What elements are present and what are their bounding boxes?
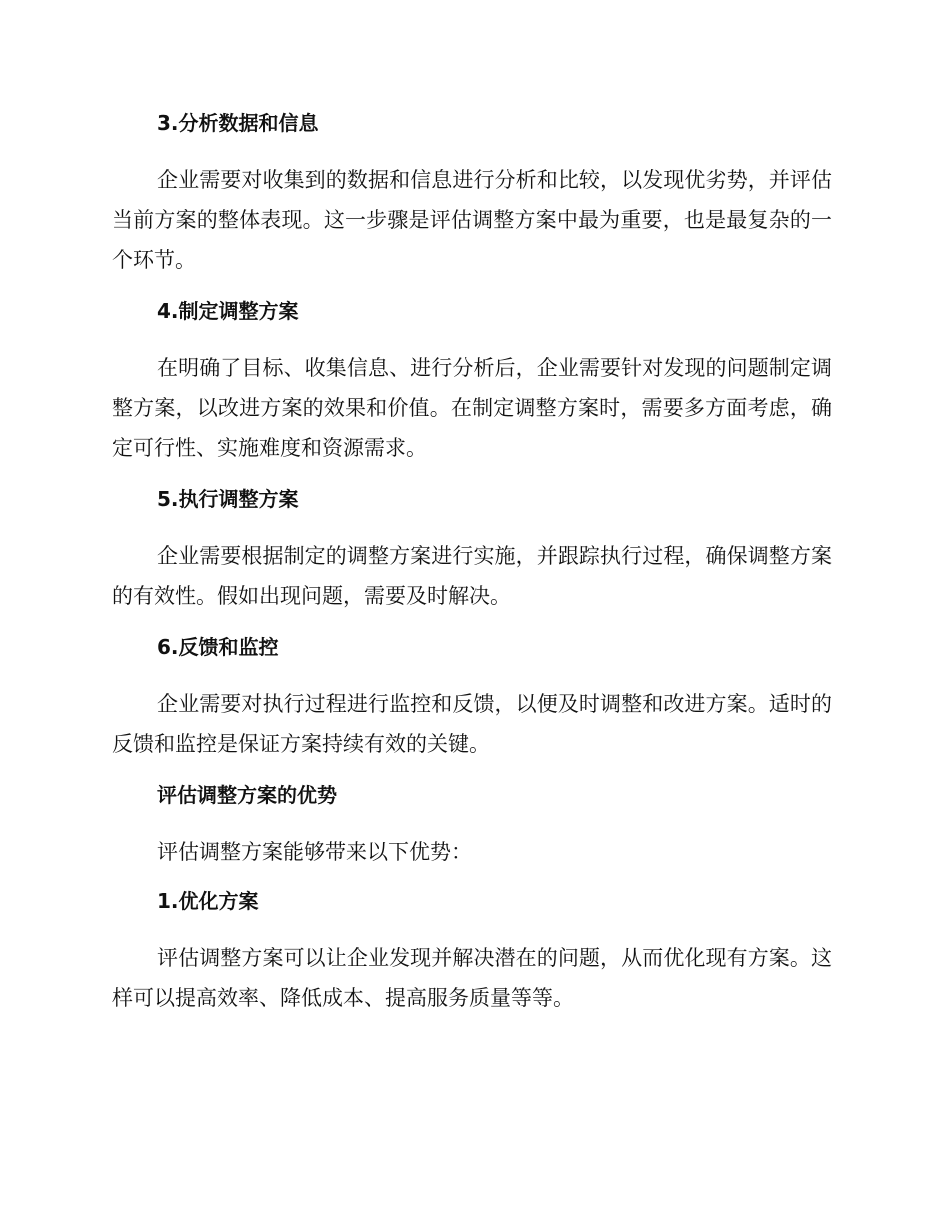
section-body-advantages: 评估调整方案能够带来以下优势： (157, 840, 472, 864)
section-heading-optimize-plan: 1.优化方案 (157, 889, 259, 913)
section-body-analyze-data: 企业需要对收集到的数据和信息进行分析和比较，以发现优劣势，并评估当前方案的整体表现。这一步骤是评估调整方案中最为重要，也是最复杂的一个环节。 (112, 168, 832, 272)
section-heading-formulate-plan: 4.制定调整方案 (157, 299, 299, 323)
section-body-feedback-monitor: 企业需要对执行过程进行监控和反馈，以便及时调整和改进方案。适时的反馈和监控是保证方案持续有效的关键。 (112, 692, 832, 756)
section-heading-feedback-monitor: 6.反馈和监控 (157, 635, 279, 659)
section-body-execute-plan: 企业需要根据制定的调整方案进行实施，并跟踪执行过程，确保调整方案的有效性。假如出现问题，需要及时解决。 (112, 544, 832, 608)
section-body-formulate-plan: 在明确了目标、收集信息、进行分析后，企业需要针对发现的问题制定调整方案，以改进方案的效果和价值。在制定调整方案时，需要多方面考虑，确定可行性、实施难度和资源需求。 (112, 356, 832, 460)
document-content (112, 108, 832, 1034)
section-heading-advantages: 评估调整方案的优势 (157, 783, 337, 807)
section-heading-execute-plan: 5.执行调整方案 (157, 487, 299, 511)
section-body-optimize-plan: 评估调整方案可以让企业发现并解决潜在的问题，从而优化现有方案。这样可以提高效率、降低成本、提高服务质量等等。 (112, 946, 832, 1010)
section-heading-analyze-data: 3.分析数据和信息 (157, 111, 319, 135)
